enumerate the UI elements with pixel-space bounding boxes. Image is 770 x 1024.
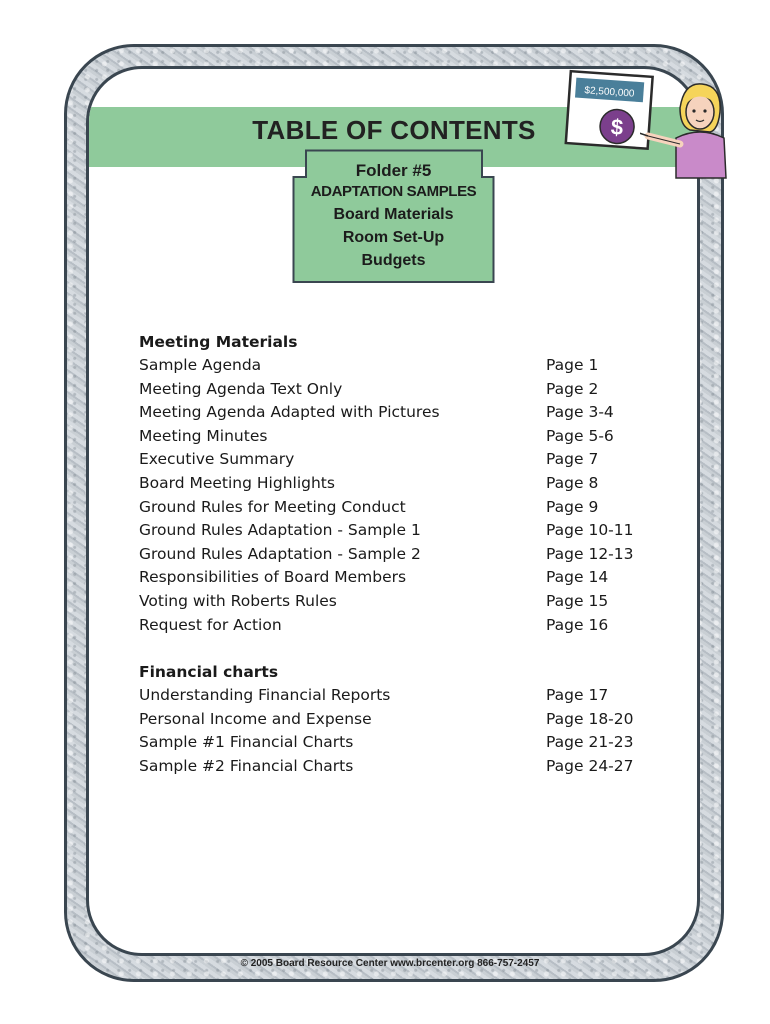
toc-page: Page 21-23: [546, 733, 634, 752]
toc-label: Board Meeting Highlights: [139, 473, 335, 492]
toc-label: Ground Rules Adaptation - Sample 1: [139, 521, 421, 540]
toc-label: Personal Income and Expense: [139, 709, 372, 728]
dollar-icon: $: [610, 114, 625, 140]
toc-page: Page 18-20: [546, 709, 634, 728]
toc-row: [139, 543, 659, 567]
toc-label: Meeting Agenda Adapted with Pictures: [139, 403, 440, 422]
toc-label: Understanding Financial Reports: [139, 686, 391, 705]
toc-label: Request for Action: [139, 615, 282, 634]
folder-box: [292, 149, 495, 283]
toc-page: Page 12-13: [546, 544, 634, 563]
toc-page: Page 15: [546, 591, 609, 610]
toc-row: [139, 378, 659, 402]
folder-text: [292, 161, 495, 272]
toc-row: [139, 472, 659, 496]
page-title: TABLE OF CONTENTS: [252, 115, 536, 145]
toc-page: Page 10-11: [546, 521, 634, 540]
presenter-girl-illustration: [640, 78, 740, 188]
toc-page: Page 14: [546, 568, 609, 587]
toc-label: Sample #1 Financial Charts: [139, 733, 354, 752]
toc-row: [139, 519, 659, 543]
toc-page: Page 7: [546, 450, 599, 469]
toc-row: [139, 755, 659, 779]
folder-number: Folder #5: [355, 161, 432, 180]
toc-row: [139, 684, 659, 708]
toc-label: Sample Agenda: [139, 356, 262, 374]
section-heading: Meeting Materials: [139, 333, 298, 351]
toc-label: Sample #2 Financial Charts: [139, 756, 354, 775]
sign-amount: $2,500,000: [584, 85, 635, 100]
folder-topic: Room Set-Up: [342, 229, 445, 246]
toc-page: Page 24-27: [546, 756, 634, 775]
toc-page: Page 2: [546, 379, 599, 398]
toc-row: [139, 496, 659, 520]
toc-row: [139, 448, 659, 472]
toc-page: Page 17: [546, 686, 609, 705]
toc-label: Meeting Agenda Text Only: [139, 379, 343, 398]
toc-page: Page 3-4: [546, 403, 614, 422]
toc-row: [139, 566, 659, 590]
toc-row: [139, 614, 659, 638]
toc-row: [139, 731, 659, 755]
toc-label: Ground Rules for Meeting Conduct: [139, 497, 406, 516]
toc-page: Page 16: [546, 615, 609, 634]
toc-row: [139, 354, 659, 378]
toc-row: [139, 425, 659, 449]
toc-label: Responsibilities of Board Members: [139, 568, 407, 587]
section-gap: [139, 637, 659, 660]
toc-label: Voting with Roberts Rules: [139, 591, 337, 610]
toc-page: Page 9: [546, 497, 599, 516]
folder-topic: Budgets: [361, 252, 426, 269]
toc-row: [139, 708, 659, 732]
toc-row: [139, 401, 659, 425]
toc-page: Page 1: [546, 356, 599, 374]
toc-row: [139, 590, 659, 614]
table-of-contents: [139, 330, 659, 779]
toc-label: Executive Summary: [139, 450, 295, 469]
toc-label: Ground Rules Adaptation - Sample 2: [139, 544, 421, 563]
section-heading: Financial charts: [139, 663, 279, 682]
footer-copyright: © 2005 Board Resource Center www.brcenter.org 866-757-2457: [240, 958, 540, 969]
folder-topic: Board Materials: [333, 206, 454, 223]
toc-page: Page 5-6: [546, 426, 614, 445]
toc-page: Page 8: [546, 473, 599, 492]
toc-label: Meeting Minutes: [139, 426, 268, 445]
folder-subtitle: ADAPTATION SAMPLES: [310, 183, 477, 200]
